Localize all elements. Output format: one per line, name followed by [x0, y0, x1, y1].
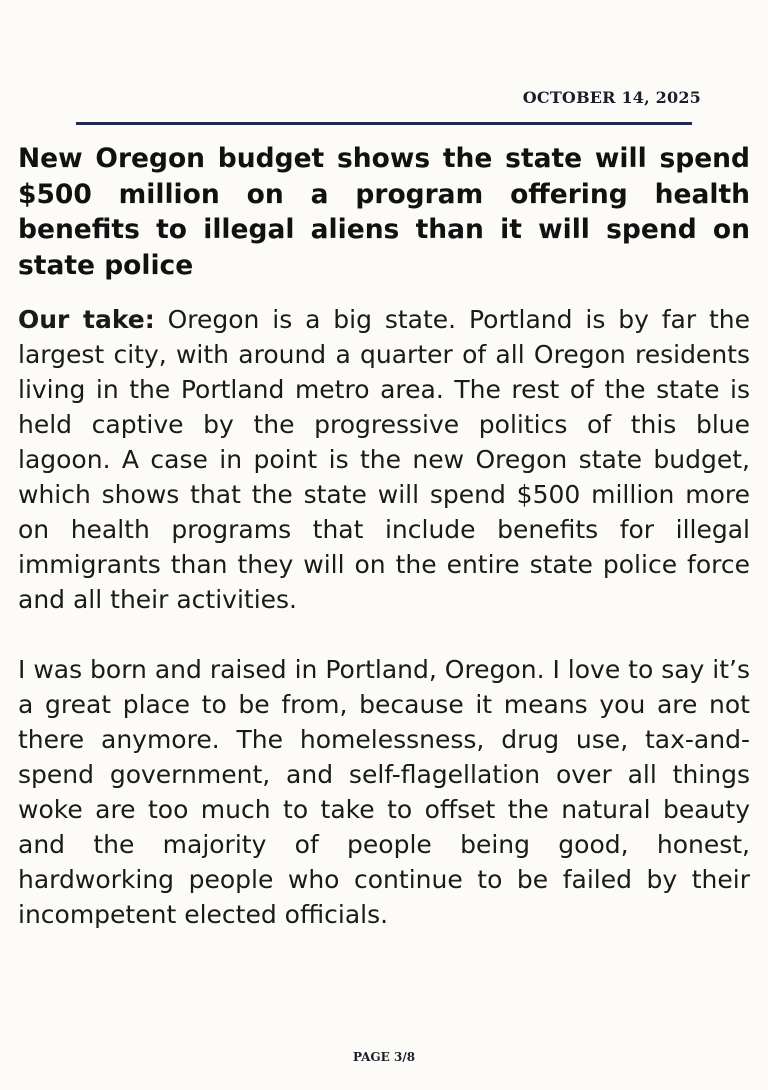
article-paragraph-2: I was born and raised in Portland, Oregon. I love to say it’s a great place to be from, because it means you are not there anymore. The homelessness, drug use, tax-and-spend government, and self-flagellation over all things woke are too much to take to offset the natural beauty and the majority of people being good, honest, hardworking people who continue to be failed by their incompetent elected officials.	[18, 655, 750, 929]
our-take-label: Our take:	[18, 305, 155, 334]
paragraph-1-text: Oregon is a big state. Portland is by far the largest city, with around a quarter of all Oregon residents living in the Portland metro area. The rest of the state is held captive by the progressive politics of this blue lagoon. A case in point is the new Oregon state budget, which shows that the state will spend $500 million more on health programs that include benefits for illegal immigrants than they will on the entire state police force and all their activities.	[18, 305, 751, 614]
page-number: PAGE 3/8	[352, 1050, 416, 1064]
publication-date: OCTOBER 14, 2025	[522, 88, 701, 107]
article-headline: New Oregon budget shows the state will spend $500 million on a program offering health benefits to illegal aliens than it will spend on state police	[18, 143, 750, 281]
article-paragraph-1	[18, 302, 750, 617]
header-divider	[76, 122, 692, 125]
article-body	[18, 302, 750, 967]
